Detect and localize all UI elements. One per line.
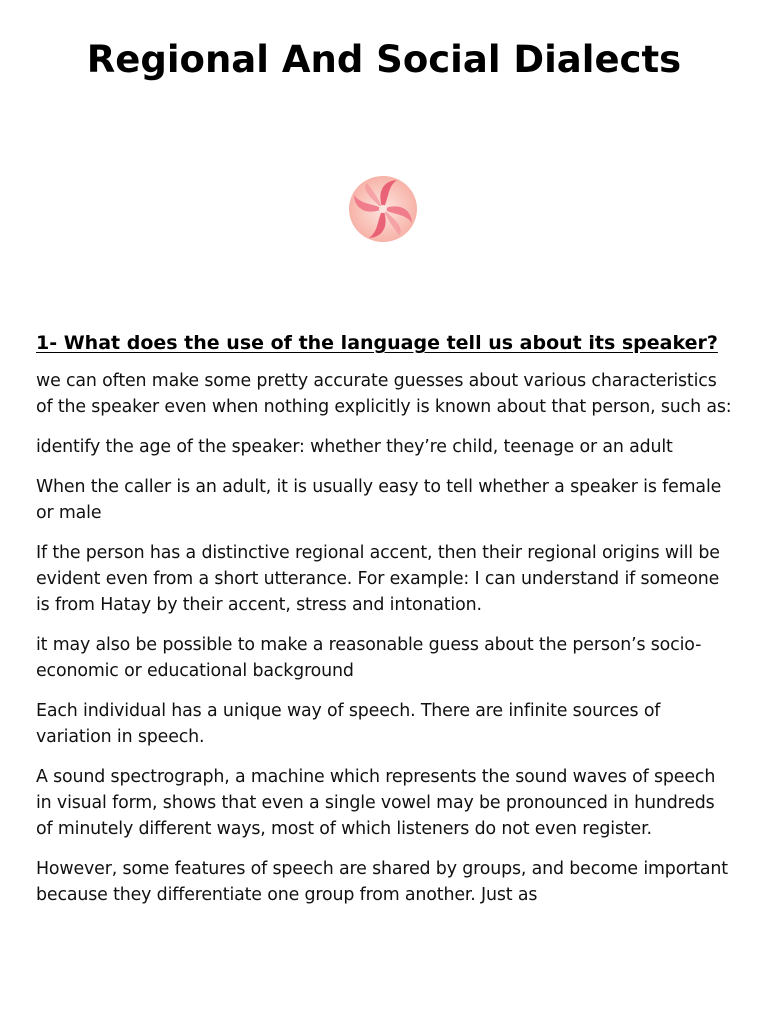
paragraph: identify the age of the speaker: whether they’re child, teenage or an adult: [36, 437, 673, 457]
paragraph: Each individual has a unique way of speech. There are infinite sources of variation in speech.: [36, 701, 661, 747]
paragraph: If the person has a distinctive regional accent, then their regional origins will be evident even from a short utterance. For example: I can understand if someone is from Hatay by their accent, stress and intonation.: [36, 543, 720, 615]
paragraph: When the caller is an adult, it is usually easy to tell whether a speaker is female or male: [36, 477, 722, 523]
question-heading: 1- What does the use of the language tell us about its speaker?: [36, 332, 718, 354]
paragraph: A sound spectrograph, a machine which represents the sound waves of speech in visual form, shows that even a single vowel may be pronounced in hundreds of minutely different ways, most of which listeners do not even register.: [36, 767, 716, 839]
paragraph: we can often make some pretty accurate guesses about various characteristics of the speaker even when nothing explicitly is known about that person, such as:: [36, 371, 732, 417]
paragraph: However, some features of speech are shared by groups, and become important because they differentiate one group from another. Just as: [36, 859, 728, 905]
paragraph: it may also be possible to make a reasonable guess about the person’s socio-economic or educational background: [36, 635, 702, 681]
document-body: [36, 330, 736, 922]
swirl-logo-icon: [348, 175, 418, 243]
page-title: Regional And Social Dialects: [86, 38, 682, 81]
